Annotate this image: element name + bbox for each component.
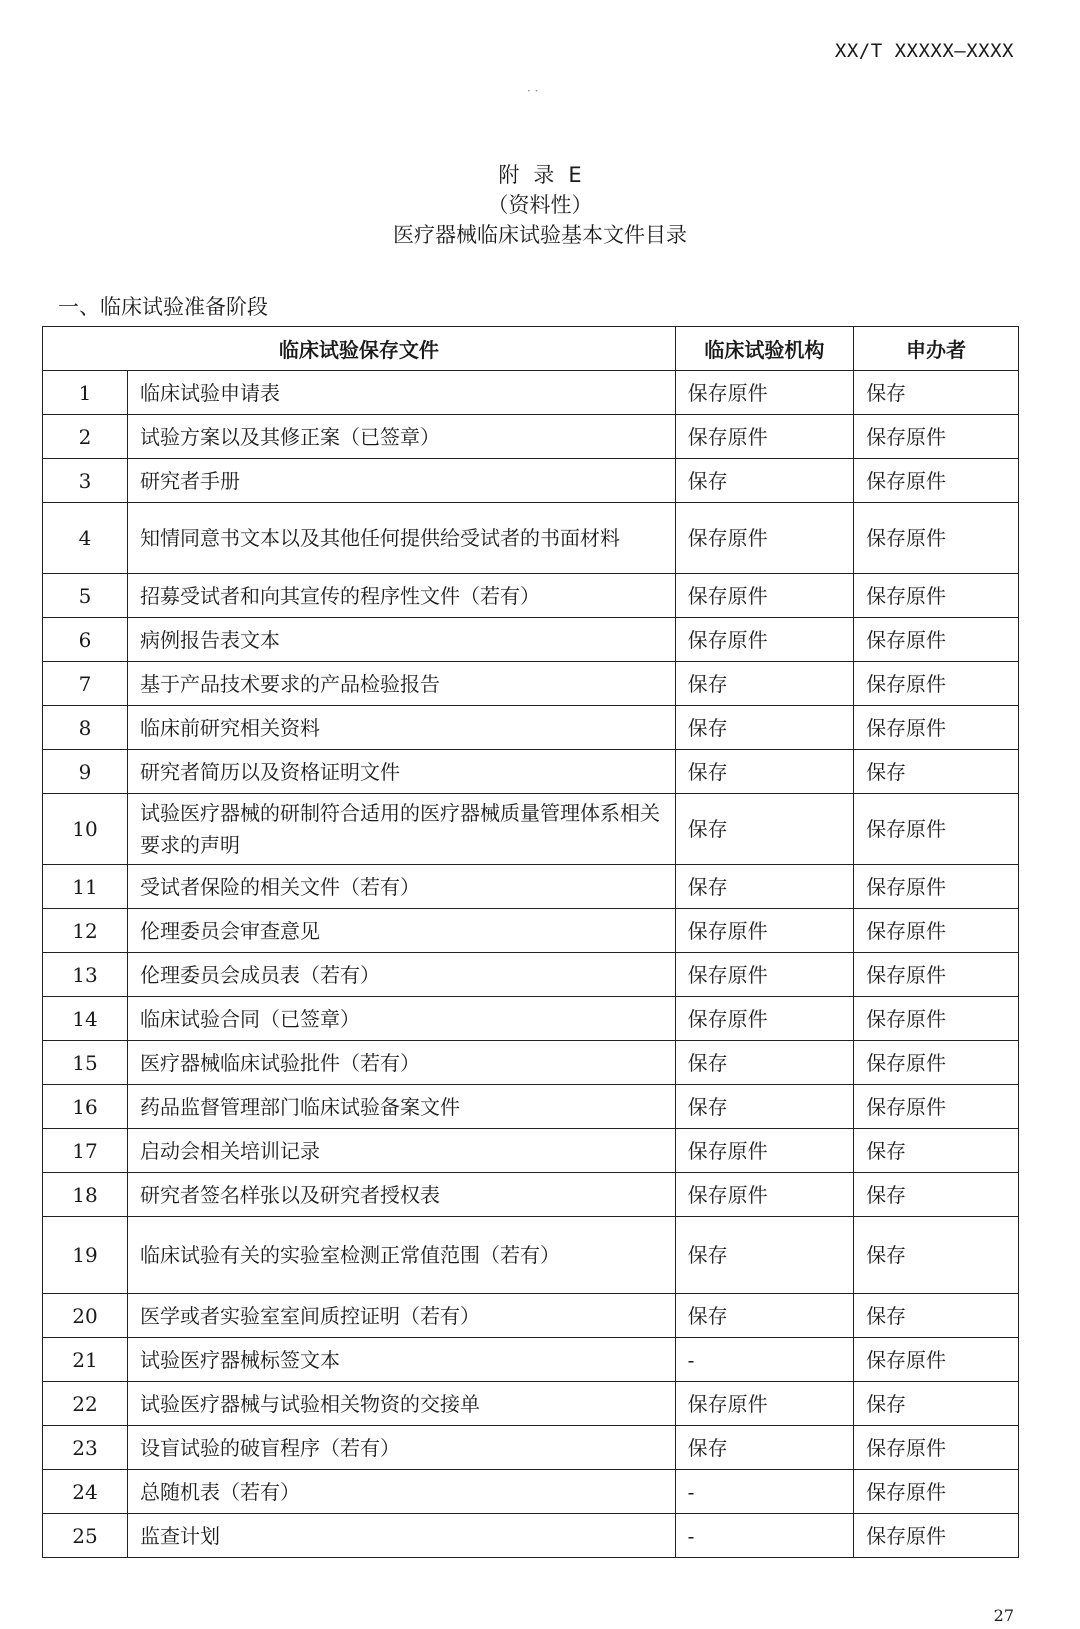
row-document: 设盲试验的破盲程序（若有）: [128, 1426, 676, 1470]
row-document: 研究者签名样张以及研究者授权表: [128, 1173, 676, 1217]
row-sponsor: 保存原件: [854, 865, 1019, 909]
row-document: 招募受试者和向其宣传的程序性文件（若有）: [128, 574, 676, 618]
appendix-title: 医疗器械临床试验基本文件目录: [393, 223, 687, 247]
row-number: 15: [43, 1041, 128, 1085]
row-sponsor: 保存原件: [854, 953, 1019, 997]
appendix-type: （资料性）: [487, 193, 593, 217]
row-institution: 保存: [675, 1041, 853, 1085]
row-number: 20: [43, 1294, 128, 1338]
row-institution: 保存: [675, 706, 853, 750]
row-number: 11: [43, 865, 128, 909]
table-row: [43, 750, 1019, 794]
row-sponsor: 保存: [854, 750, 1019, 794]
table-row: [43, 794, 1019, 865]
row-number: 25: [43, 1514, 128, 1558]
table-row: [43, 1173, 1019, 1217]
row-number: 16: [43, 1085, 128, 1129]
row-sponsor: 保存原件: [854, 459, 1019, 503]
row-document: 受试者保险的相关文件（若有）: [128, 865, 676, 909]
row-number: 22: [43, 1382, 128, 1426]
row-sponsor: 保存: [854, 1129, 1019, 1173]
row-number: 23: [43, 1426, 128, 1470]
row-number: 9: [43, 750, 128, 794]
row-institution: 保存: [675, 1294, 853, 1338]
row-number: 24: [43, 1470, 128, 1514]
row-sponsor: 保存: [854, 371, 1019, 415]
table-row: [43, 1382, 1019, 1426]
table-row: [43, 953, 1019, 997]
table-row: [43, 997, 1019, 1041]
row-sponsor: 保存原件: [854, 415, 1019, 459]
row-institution: 保存: [675, 1426, 853, 1470]
row-sponsor: 保存原件: [854, 1338, 1019, 1382]
row-sponsor: 保存原件: [854, 1470, 1019, 1514]
row-institution: 保存: [675, 459, 853, 503]
row-institution: 保存: [675, 1085, 853, 1129]
row-institution: 保存: [675, 1217, 853, 1294]
row-institution: 保存原件: [675, 503, 853, 574]
table-row: [43, 1514, 1019, 1558]
header-document: 临床试验保存文件: [43, 327, 676, 371]
row-number: 6: [43, 618, 128, 662]
row-sponsor: 保存原件: [854, 574, 1019, 618]
row-institution: 保存: [675, 662, 853, 706]
row-document: 总随机表（若有）: [128, 1470, 676, 1514]
row-institution: 保存原件: [675, 1173, 853, 1217]
row-sponsor: 保存: [854, 1173, 1019, 1217]
row-document: 医学或者实验室室间质控证明（若有）: [128, 1294, 676, 1338]
table-row: [43, 1041, 1019, 1085]
row-document: 伦理委员会成员表（若有）: [128, 953, 676, 997]
row-institution: 保存: [675, 750, 853, 794]
row-document: 试验医疗器械与试验相关物资的交接单: [128, 1382, 676, 1426]
table-row: [43, 1085, 1019, 1129]
row-number: 7: [43, 662, 128, 706]
row-sponsor: 保存原件: [854, 794, 1019, 865]
appendix-label: 附录E: [498, 163, 596, 187]
row-institution: 保存原件: [675, 618, 853, 662]
row-document: 临床试验申请表: [128, 371, 676, 415]
row-number: 17: [43, 1129, 128, 1173]
row-document: 药品监督管理部门临床试验备案文件: [128, 1085, 676, 1129]
row-document: 试验方案以及其修正案（已签章）: [128, 415, 676, 459]
row-institution: -: [675, 1514, 853, 1558]
row-sponsor: 保存原件: [854, 1514, 1019, 1558]
row-sponsor: 保存原件: [854, 1041, 1019, 1085]
table-row: [43, 1129, 1019, 1173]
row-institution: 保存原件: [675, 415, 853, 459]
row-document: 启动会相关培训记录: [128, 1129, 676, 1173]
row-document: 基于产品技术要求的产品检验报告: [128, 662, 676, 706]
row-sponsor: 保存原件: [854, 1085, 1019, 1129]
row-number: 10: [43, 794, 128, 865]
row-sponsor: 保存原件: [854, 1426, 1019, 1470]
row-institution: 保存: [675, 865, 853, 909]
page-number: 27: [993, 1606, 1014, 1625]
row-document: 试验医疗器械标签文本: [128, 1338, 676, 1382]
table-header-row: [43, 327, 1019, 371]
row-document: 临床试验合同（已签章）: [128, 997, 676, 1041]
row-number: 18: [43, 1173, 128, 1217]
row-sponsor: 保存: [854, 1294, 1019, 1338]
table-row: [43, 1426, 1019, 1470]
row-number: 8: [43, 706, 128, 750]
row-number: 19: [43, 1217, 128, 1294]
row-institution: 保存原件: [675, 1382, 853, 1426]
table-row: [43, 1217, 1019, 1294]
table-row: [43, 574, 1019, 618]
table-row: [43, 1470, 1019, 1514]
row-institution: 保存原件: [675, 997, 853, 1041]
row-document: 知情同意书文本以及其他任何提供给受试者的书面材料: [128, 503, 676, 574]
row-document: 临床试验有关的实验室检测正常值范围（若有）: [128, 1217, 676, 1294]
row-sponsor: 保存原件: [854, 662, 1019, 706]
table-row: [43, 909, 1019, 953]
table-row: [43, 706, 1019, 750]
table-body: [43, 371, 1019, 1558]
table-row: [43, 459, 1019, 503]
row-sponsor: 保存原件: [854, 706, 1019, 750]
table-row: [43, 1294, 1019, 1338]
table-row: [43, 503, 1019, 574]
row-document: 医疗器械临床试验批件（若有）: [128, 1041, 676, 1085]
table-row: [43, 371, 1019, 415]
table-row: [43, 662, 1019, 706]
appendix-titles: [0, 160, 1080, 250]
row-number: 1: [43, 371, 128, 415]
header-institution: 临床试验机构: [675, 327, 853, 371]
row-document: 伦理委员会审查意见: [128, 909, 676, 953]
row-number: 14: [43, 997, 128, 1041]
row-number: 13: [43, 953, 128, 997]
row-institution: 保存原件: [675, 1129, 853, 1173]
row-sponsor: 保存原件: [854, 618, 1019, 662]
row-sponsor: 保存原件: [854, 909, 1019, 953]
table-row: [43, 865, 1019, 909]
row-number: 4: [43, 503, 128, 574]
table-row: [43, 1338, 1019, 1382]
header-sponsor: 申办者: [854, 327, 1019, 371]
row-number: 21: [43, 1338, 128, 1382]
row-sponsor: 保存原件: [854, 997, 1019, 1041]
row-institution: 保存原件: [675, 909, 853, 953]
row-number: 5: [43, 574, 128, 618]
row-document: 研究者简历以及资格证明文件: [128, 750, 676, 794]
row-number: 2: [43, 415, 128, 459]
row-institution: 保存原件: [675, 371, 853, 415]
row-institution: -: [675, 1470, 853, 1514]
row-number: 3: [43, 459, 128, 503]
row-number: 12: [43, 909, 128, 953]
row-institution: -: [675, 1338, 853, 1382]
header-dots: · ·: [527, 84, 539, 98]
section-heading: 一、临床试验准备阶段: [58, 295, 268, 319]
table-row: [43, 415, 1019, 459]
row-institution: 保存原件: [675, 574, 853, 618]
row-document: 试验医疗器械的研制符合适用的医疗器械质量管理体系相关要求的声明: [128, 794, 676, 865]
standard-code: XX/T XXXXX—XXXX: [834, 40, 1014, 62]
row-document: 病例报告表文本: [128, 618, 676, 662]
row-sponsor: 保存原件: [854, 503, 1019, 574]
row-sponsor: 保存: [854, 1217, 1019, 1294]
documents-table: [42, 326, 1019, 1558]
row-institution: 保存原件: [675, 953, 853, 997]
row-document: 临床前研究相关资料: [128, 706, 676, 750]
row-institution: 保存: [675, 794, 853, 865]
row-document: 研究者手册: [128, 459, 676, 503]
table-row: [43, 618, 1019, 662]
row-document: 监查计划: [128, 1514, 676, 1558]
row-sponsor: 保存: [854, 1382, 1019, 1426]
